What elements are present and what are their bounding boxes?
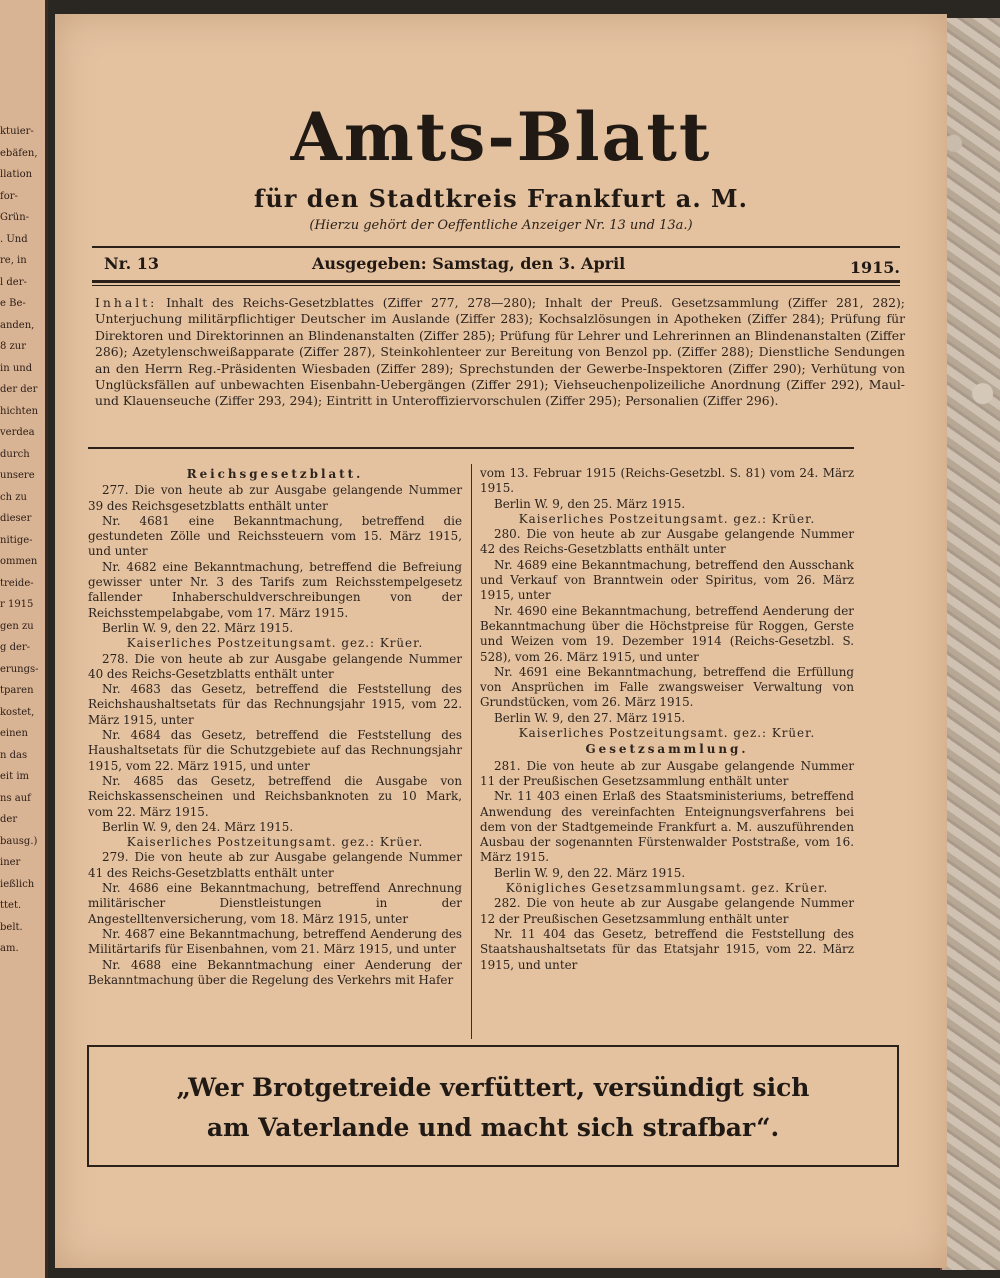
adjacent-page-fragment: in und [0,362,33,374]
slogan-box [87,1045,899,1167]
issue-number: Nr. 13 [104,254,159,273]
table-of-contents [95,295,905,410]
section-heading: Gesetzsammlung. [585,742,749,757]
slogan-line-2: am Vaterlande und macht sich strafbar“. [206,1113,780,1142]
adjacent-page-fragment: bausg.) [0,835,38,847]
adjacent-page-fragment: llation [0,169,33,180]
paragraph: Nr. 4690 eine Bekanntmachung, betreffend Aenderung der Bekanntmachung über die Höchstpreise für Roggen, Gerste und Weizen vom 19. Dezember 1914 (Reichs-Gesetzbl. S. 528), vom 26. März 1915, und unter [480,603,854,664]
paragraph: Nr. 4684 das Gesetz, betreffend die Feststellung des Haushaltsetats für die Schutzgebiete auf das Rechnungsjahr 1915, vom 22. März 1915, und unter [88,728,462,773]
adjacent-page-fragment: ns auf [0,792,31,804]
adjacent-page-fragment: gen zu [0,620,34,632]
marbled-book-edge [940,18,1000,1270]
paragraph: Berlin W. 9, den 27. März 1915. [494,710,686,725]
paragraph: Nr. 4687 eine Bekanntmachung, betreffend Aenderung des Militärtarifs für Eisenbahnen, vom 21. März 1915, und unter [88,926,462,957]
adjacent-page-fragment: ttet. [0,900,22,911]
paragraph: Nr. 4689 eine Bekanntmachung, betreffend den Ausschank und Verkauf von Branntwein oder Spiritus, vom 26. März 1915, unter [480,557,854,603]
adjacent-page-fragment: ktuier- [0,126,34,137]
section-heading: Reichsgesetzblatt. [186,467,364,481]
paragraph: Berlin W. 9, den 24. März 1915. [102,819,294,834]
paragraph: 277. Die von heute ab zur Ausgabe gelangende Nummer 39 des Reichsgesetzblatts enthält unter [88,483,462,513]
paragraph: Nr. 4681 eine Bekanntmachung, betreffend die gestundeten Zölle und Reichssteuern vom 15. März 1915, und unter [88,513,462,559]
paragraph: Berlin W. 9, den 25. März 1915. [494,496,686,511]
paragraph: Nr. 4682 eine Bekanntmachung, betreffend die Befreiung gewisser unter Nr. 3 des Tarifs zum Reichsstempelgesetz fallender Inhaberschuldverschreibungen von der Reichsstempelabgabe, vom 17. März 1915. [88,559,462,620]
adjacent-page-fragment: verdea [0,427,35,438]
adjacent-page-fragment: ießlich [0,878,35,890]
adjacent-page-fragment: der der [0,384,38,395]
adjacent-page-fragment: dieser [0,513,32,524]
adjacent-page-fragment: Grün- [0,212,30,223]
document-page [55,14,947,1268]
adjacent-page-fragment: durch [0,448,30,460]
paragraph: Nr. 4683 das Gesetz, betreffend die Feststellung des Reichshaushaltsetats für das Rechnungsjahr 1915, vom 22. März 1915, unter [88,682,462,727]
masthead-title: Amts-Blatt [290,98,712,176]
signature-line: Kaiserliches Postzeitungsamt. gez.: Krüer. [518,511,816,526]
rule-contents [88,447,854,449]
adjacent-page-fragment: eit im [0,771,29,782]
column-divider [471,464,472,1039]
slogan-line-1: „Wer Brotgetreide verfüttert, versündigt sich [176,1073,810,1102]
adjacent-page-fragment: nitige- [0,534,33,546]
adjacent-page-fragment: ommen [0,556,38,567]
signature-line: Kaiserliches Postzeitungsamt. gez.: Krüer. [518,726,816,741]
paragraph: Nr. 4685 das Gesetz, betreffend die Ausgabe von Reichskassenscheinen und Reichsbanknoten zu 10 Mark, vom 22. März 1915. [88,773,462,819]
adjacent-page-fragment: ch zu [0,491,27,503]
paragraph: Berlin W. 9, den 22. März 1915. [102,620,294,635]
adjacent-page-fragment: iner [0,857,21,868]
adjacent-page-fragment: kostet, [0,706,35,718]
adjacent-page-fragment: hichten [0,405,39,417]
adjacent-page-fragment: ebäfen, [0,147,38,159]
adjacent-page-edge [0,0,48,1278]
paragraph: vom 13. Februar 1915 (Reichs-Gesetzbl. S. 81) vom 24. März 1915. [480,466,854,496]
paragraph: Berlin W. 9, den 22. März 1915. [494,865,686,880]
adjacent-page-fragment: n das [0,749,28,761]
rule-thick [92,280,900,283]
contents-label: Inhalt: [95,295,158,310]
masthead-subtitle: für den Stadtkreis Frankfurt a. M. [254,184,748,213]
adjacent-page-fragment: e Be- [0,298,26,309]
signature-line: Kaiserliches Postzeitungsamt. gez.: Krüer. [126,835,424,850]
paragraph: 281. Die von heute ab zur Ausgabe gelangende Nummer 11 der Preußischen Gesetzsammlung enthält unter [480,758,854,788]
adjacent-page-fragment: for- [0,190,18,202]
adjacent-page-fragment: g der- [0,642,31,653]
left-column [88,466,462,988]
paragraph: Nr. 4691 eine Bekanntmachung, betreffend die Erfüllung von Ansprüchen im Falle zwangsweiser Verwaltung von Grundstücken, vom 26. März 1915. [480,664,854,710]
adjacent-page-fragment: unsere [0,470,35,481]
adjacent-page-fragment: treide- [0,577,34,589]
paragraph: 282. Die von heute ab zur Ausgabe gelangende Nummer 12 der Preußischen Gesetzsammlung enthält unter [480,896,854,926]
adjacent-page-fragment: r 1915 [0,599,34,610]
signature-line: Kaiserliches Postzeitungsamt. gez.: Krüer. [126,636,424,651]
contents-text: Inhalt des Reichs-Gesetzblattes (Ziffer 277, 278—280); Inhalt der Preuß. Gesetzsammlung (Ziffer 281, 282); Unterjuchung militärpflichtiger Deutscher im Auslande (Ziffer 283); Kochsalzlösungen in Apotheken (Ziffer 284); Prüfung für Direktoren und Direktorinnen an Blindenanstalten (Ziffer 285); Prüfung für Lehrer und Lehrerinnen an Blindenanstalten (Ziffer 286); Azetylenschweißapparate (Ziffer 287), Steinkohlenteer zur Bereitung von Benzol pp. (Ziffer 288); Dienstliche Sendungen an den Herrn Reg.-Präsidenten Wiesbaden (Ziffer 289); Sprechstunden der Gewerbe-Inspektoren (Ziffer 290); Verhütung von Unglücksfällen auf unbewachten Eisenbahn-Uebergängen (Ziffer 291); Viehseuchenpolizeiliche Anordnung (Ziffer 292), Maul- und Klauenseuche (Ziffer 293, 294); Eintritt in Unteroffiziervorschulen (Ziffer 295); Personalien (Ziffer 296). [95,295,905,409]
paragraph: 280. Die von heute ab zur Ausgabe gelangende Nummer 42 des Reichs-Gesetzblatts enthält unter [480,527,854,557]
adjacent-page-fragment: 8 zur [0,341,27,352]
adjacent-page-fragment: am. [0,943,19,954]
paragraph: Nr. 11 404 das Gesetz, betreffend die Feststellung des Staatshaushaltsetats für das Etatsjahr 1915, vom 22. März 1915, und unter [480,926,854,972]
paragraph: Nr. 4686 eine Bekanntmachung, betreffend Anrechnung militärischer Dienstleistungen in der Angestelltenversicherung, vom 18. März 1915, unter [88,881,462,926]
adjacent-page-fragment: re, in [0,255,27,266]
paragraph: Nr. 4688 eine Bekanntmachung einer Aenderung der Bekanntmachung über die Regelung des Verkehrs mit Hafer [88,957,462,987]
adjacent-page-fragment: einen [0,728,28,739]
rule-thin [92,285,900,286]
adjacent-page-fragment: l der- [0,276,27,288]
adjacent-page-fragment: erungs- [0,663,39,675]
adjacent-page-fragment: der [0,814,18,825]
issue-date: Ausgegeben: Samstag, den 3. April [312,254,626,273]
right-column [480,466,854,973]
issue-line [92,250,900,276]
signature-line: Königliches Gesetzsammlungsamt. gez. Krüer. [505,881,829,896]
adjacent-page-fragment: . Und [0,233,28,245]
adjacent-page-fragment: tparen [0,685,34,696]
paragraph: 278. Die von heute ab zur Ausgabe gelangende Nummer 40 des Reichs-Gesetzblatts enthält unter [88,651,462,681]
paragraph: Nr. 11 403 einen Erlaß des Staatsministeriums, betreffend Anwendung des vereinfachten Enteignungsverfahrens bei dem von der Stadtgemeinde Frankfurt a. M. auszuführenden Ausbau der sogenannten Fürstenwalder Poststraße, vom 16. März 1915. [480,789,854,865]
adjacent-page-fragment: belt. [0,921,23,933]
adjacent-page-fragment: anden, [0,319,35,331]
masthead-note: (Hierzu gehört der Oeffentliche Anzeiger Nr. 13 und 13a.) [309,218,693,233]
rule-top [92,246,900,248]
paragraph: 279. Die von heute ab zur Ausgabe gelangende Nummer 41 des Reichs-Gesetzblatts enthält unter [88,850,462,880]
issue-year: 1915. [849,258,900,277]
